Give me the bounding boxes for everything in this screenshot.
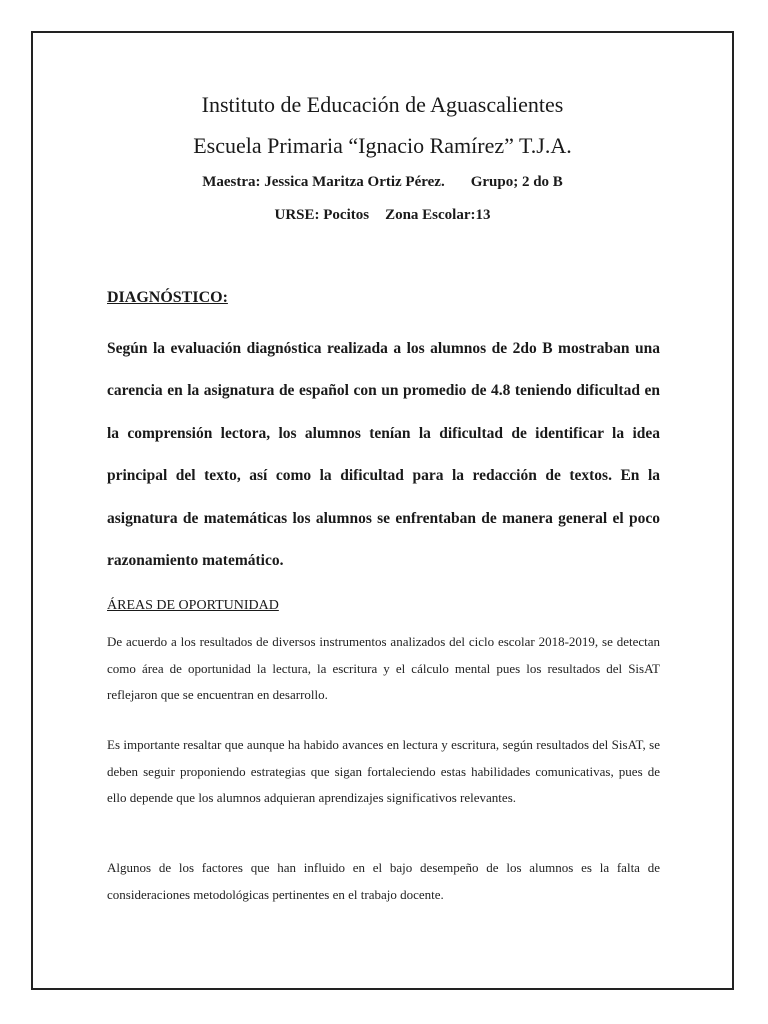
institute-title: Instituto de Educación de Aguascalientes [201,92,564,117]
diagnostic-paragraph: Según la evaluación diagnóstica realizada a los alumnos de 2do B mostraban una carencia en la asignatura de español con un promedio de 4.8 teniendo dificultad en la comprensión lectora, los alumnos tenían la dificultad de identificar la idea principal del texto, así como la dificultad para la redacción de textos. En la asignatura de matemáticas los alumnos se enfrentaban de manera general el poco razonamiento matemático. [107,340,660,570]
zone-label: Zona Escolar:13 [385,207,491,223]
areas-heading: ÁREAS DE OPORTUNIDAD [107,598,279,613]
teacher-name: Maestra: Jessica Maritza Ortiz Pérez. [202,174,445,190]
areas-paragraph-1: De acuerdo a los resultados de diversos instrumentos analizados del ciclo escolar 2018-2019, se detectan como área de oportunidad la lectura, la escritura y el cálculo mental pues los resultados del SisAT reflejaron que se encuentran en desarrollo. [107,634,660,702]
school-title: Escuela Primaria “Ignacio Ramírez” T.J.A. [193,133,572,158]
areas-paragraph-3: Algunos de los factores que han influido en el bajo desempeño de los alumnos es la falta de consideraciones metodológicas pertinentes en el trabajo docente. [107,860,660,902]
urse-label: URSE: Pocitos [274,207,370,223]
group-label: Grupo; 2 do B [470,174,563,190]
areas-paragraph-2: Es importante resaltar que aunque ha habido avances en lectura y escritura, según resultados del SisAT, se deben seguir proponiendo estrategias que sigan fortaleciendo estas habilidades comunicativas, pues de ello depende que los alumnos adquieran aprendizajes significativos relevantes. [107,737,660,805]
teacher-line [33,171,732,193]
urse-line [33,204,732,226]
diagnostic-heading: DIAGNÓSTICO: [107,289,228,306]
